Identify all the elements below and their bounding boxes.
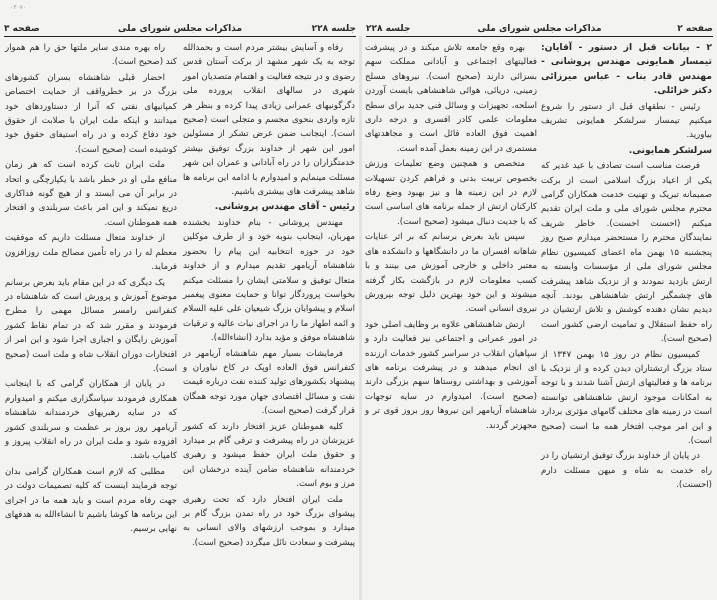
page-number: صفحه ۲	[677, 24, 713, 34]
paragraph: کلیه هموطنان عزیز افتخار دارند که کشور عزیزشان در راه پیشرفت و ترقی گام بر میدارد و حقوق ملت ایران حفظ میشود و رهبری خردمندانه شاهنشاه ضامن آینده درخشان این مرز و بوم است.	[183, 421, 355, 490]
paragraph: متخصص و همچنین وضع تعلیمات ورزش بخصوص تربیت بدنی و فراهم کردن تسهیلات لازم در این زمینه ها و نیز بهبود وضع رفاه کارکنان ارتش از جمله برنامه های اساسی است که با جدیت دنبال میشود (صحیح است).	[365, 159, 537, 227]
corner-mark: ۰۳۰۷۰	[10, 4, 27, 11]
paragraph: مطلبی که لازم است همکاران گرامی بدان توجه فرمایند اینست که کلیه تصمیمات دولت در جهت رفاه مردم است و باید همه ما در اجرای این برنامه ها کوشا باشیم تا انشاءالله به هدفهای نهایی برسیم.	[5, 466, 177, 535]
speaker-heading: سرلشکر همایونی.	[628, 144, 712, 156]
speaker-heading: رئیس - آقای مهندس پروشانی.	[214, 201, 355, 213]
speaker-heading: ۲ - بیانات قبل از دستور - آقایان: تیمسار همایونی مهندس پروشانی - مهندس قادر بناب - عباس میرزائی دکتر خزائلی.	[541, 42, 712, 97]
right-page	[362, 0, 717, 600]
text-column-left	[5, 41, 177, 538]
paragraph: راه بهره مندی سایر ملتها حق را هم هموار کند (صحیح است).	[5, 43, 177, 68]
paragraph: سپس باید بعرض برسانم که بر اثر عنایات شاهانه افسران ما در دانشگاهها و دانشکده های معتبر داخلی و خارجی آموزش می بینند و با کسب معلومات لازم در بازگشت بکار گرفته میشوند و این خود بهترین دلیل توجه بپرورش نیروی انسانی است.	[365, 232, 537, 315]
paragraph: از خداوند متعال مسئلت داریم که موفقیت معظم له را در راه تأمین مصالح ملت روزافزون فرماید.	[5, 233, 177, 273]
page-number: صفحه ۳	[4, 24, 40, 34]
session-number: جلسه ۲۲۸	[311, 24, 356, 34]
paragraph: ملت ایران افتخار دارد که تحت رهبری پیشوای بزرگ خود در راه تمدن بزرگ گام بر میدارد و بموجب ارزشهای والای انسانی به پیشرفت و سعادت نائل میگردد (صحیح است).	[183, 494, 355, 548]
paragraph: مهندس پروشانی - بنام خداوند بخشنده مهربان، اینجانب بنوبه خود و از طرف موکلین خود در حوزه انتخابیه این پیام را بحضور شاهنشاه آریامهر تقدیم میدارم و از خداوند متعال توفیق و سلامتی ایشان را مسئلت میکنم بخواست پروردگار توانا و حمایت معنوی پیغمبر اسلام و پیشوایان بزرگ شیعیان علی علیه السلام و ائمه اطهار ما را در اجرای نیات عالیه و ترقیات شاهنشاه موفق و مؤید بدارد (انشاءالله).	[183, 217, 355, 344]
text-column-right	[183, 41, 355, 551]
text-column-right	[541, 41, 712, 494]
page-header	[4, 22, 356, 37]
paragraph: رفاه و آسایش بیشتر مردم است و بحمدالله توجه به یک شهر مشهد از برکت آستان قدس رضوی و در نتیجه فعالیت و اهتمام متصدیان امور شهری در سالهای انقلاب پرورده ملی دگرگونیهای عمرانی زیادی پیدا کرده و بنظر هر تازه واردی بنحوی مجسم و متجلی است (صحیح است). اینجانب ضمن عرض تشکر از مسئولین امور این شهر از خداوند بزرگ توفیق بیشتر خدمتگزاران را در راه آبادانی و عمران این شهر مسئلت مینمایم و امیدوارم با ادامه این برنامه ها شاهد پیشرفت های بیشتری باشیم.	[183, 43, 355, 198]
paragraph: یک دیگری که در این مقام باید بعرض برسانم موضوع آموزش و پرورش است که شاهنشاه در کنفرانس رامسر مسائل مهمی را مطرح فرمودند و مقرر شد که در تمام نقاط کشور آموزش رایگان و اجباری اجرا شود و این امر از افتخارات دوران انقلاب شاه و ملت است (صحیح است).	[5, 277, 177, 374]
publication-title: مذاکرات مجلس شورای ملی	[117, 24, 243, 34]
paragraph: فرمایشات بسیار مهم شاهنشاه آریامهر در کنفرانس فوق العاده اوپک در کاخ نیاوران و پیشنهاد بکشورهای تولید کننده نفت درباره قیمت نفت و مسائل اقتصادی جهان مورد توجه همگان قرار گرفت (صحیح است).	[183, 348, 355, 417]
paragraph: ارتش شاهنشاهی علاوه بر وظایف اصلی خود در امور عمرانی و اجتماعی نیز فعالیت دارد و سپاهیان انقلاب در سراسر کشور خدمات ارزنده ای انجام میدهند و در پیشرفت برنامه های آموزشی و بهداشتی روستاها سهم بزرگی دارند (صحیح است). امیدوارم در سایه توجهات شاهنشاه آریامهر این نیروها روز بروز قوی تر و مجهزتر گردند.	[365, 319, 537, 431]
paragraph: رئیس - نطقهای قبل از دستور را شروع میکنیم تیمسار سرلشکر همایونی تشریف بیاورید.	[541, 101, 712, 141]
paragraph: فرصت مناسب است تصادف با عید غدیر که یکی از اعیاد بزرگ اسلامی است از برکت صمیمانه تبریک و تهنیت خدمت همکاران گرامی محترم مجلس شورای ملی و ملت ایران تقدیم میکنم (احسنت احسنت). خاطر شریف نمایندگان محترم را مستحضر میدارم صبح روز پنجشنبه ۱۵ بهمن ماه اعضای کمیسیون نظام مجلس شورای ملی از مؤسسات وابسته به ارتش بازدید نمودند و از نزدیک شاهد پیشرفت های چشمگیر ارتش شاهنشاهی بودند. آنچه دیدیم نشان دهنده کوشش و تلاش ارتشیان در راه حفظ استقلال و تمامیت ارضی کشور است (صحیح است).	[541, 161, 712, 345]
paragraph: در پایان از خداوند بزرگ توفیق ارتشیان را در راه خدمت به شاه و میهن مسئلت دارم (احسنت).	[541, 451, 712, 491]
paragraph: بهره وقع جامعه تلاش میکند و در پیشرفت فعالیتهای اجتماعی و آبادانی مملکت سهم بسزائی دارند (صحیح است). نیروهای مسلح زمینی، دریائی، هوائی شاهنشاهی بایست آوردن اسلحه، تجهیزات و وسائل فنی جدید برای سطح معلومات علمی کادر افسری و درجه داری اهمیت فوق العاده قائل است و مجاهدتهای مستمری در این زمینه بعمل آمده است.	[365, 43, 537, 154]
page-header	[366, 22, 713, 37]
publication-title: مذاکرات مجلس شورای ملی	[477, 24, 602, 34]
paragraph: کمیسیون نظام در روز ۱۵ بهمن ۱۳۴۷ از ستاد بزرگ ارتشتاران دیدن کرده و از نزدیک با برنامه ها و فعالیتهای ارتش آشنا شدند و با توجه به امکانات موجود ارتش شاهنشاهی توانسته است در زمینه های مختلف گامهای مؤثری بردارد و این امر موجب افتخار همه ما است (صحیح است).	[541, 349, 712, 446]
session-number: جلسه ۲۲۸	[366, 24, 411, 34]
paragraph: در پایان از همکاران گرامی که با اینجانب همکاری فرمودند سپاسگزاری میکنم و امیدوارم که در سایه رهبریهای خردمندانه شاهنشاه آریامهر روز بروز بر عظمت و سربلندی کشور افزوده شود و ملت ایران در راه انقلاب پیروز و کامیاب باشد.	[5, 379, 177, 462]
paragraph: ملت ایران ثابت کرده است که هر زمان منافع ملی او در خطر باشد با یکپارچگی و اتحاد در برابر آن می ایستد و از هیچ گونه فداکاری دریغ نمیکند و این امر باعث سربلندی و افتخار همه هموطنان است.	[5, 160, 177, 228]
text-column-left	[365, 41, 537, 434]
paragraph: احضار قبلی شاهنشاه بسران کشورهای بزرگ در بر خطرواقف از حمایت اختصاص کمپانیهای نفتی که آنرا از دستاوردهای خود میدانند و اینکه ملت ایران با صلابت از حقوق خود دفاع کرده و در راه استیفای حقوق خود کوشیده است (صحیح است).	[5, 72, 177, 155]
